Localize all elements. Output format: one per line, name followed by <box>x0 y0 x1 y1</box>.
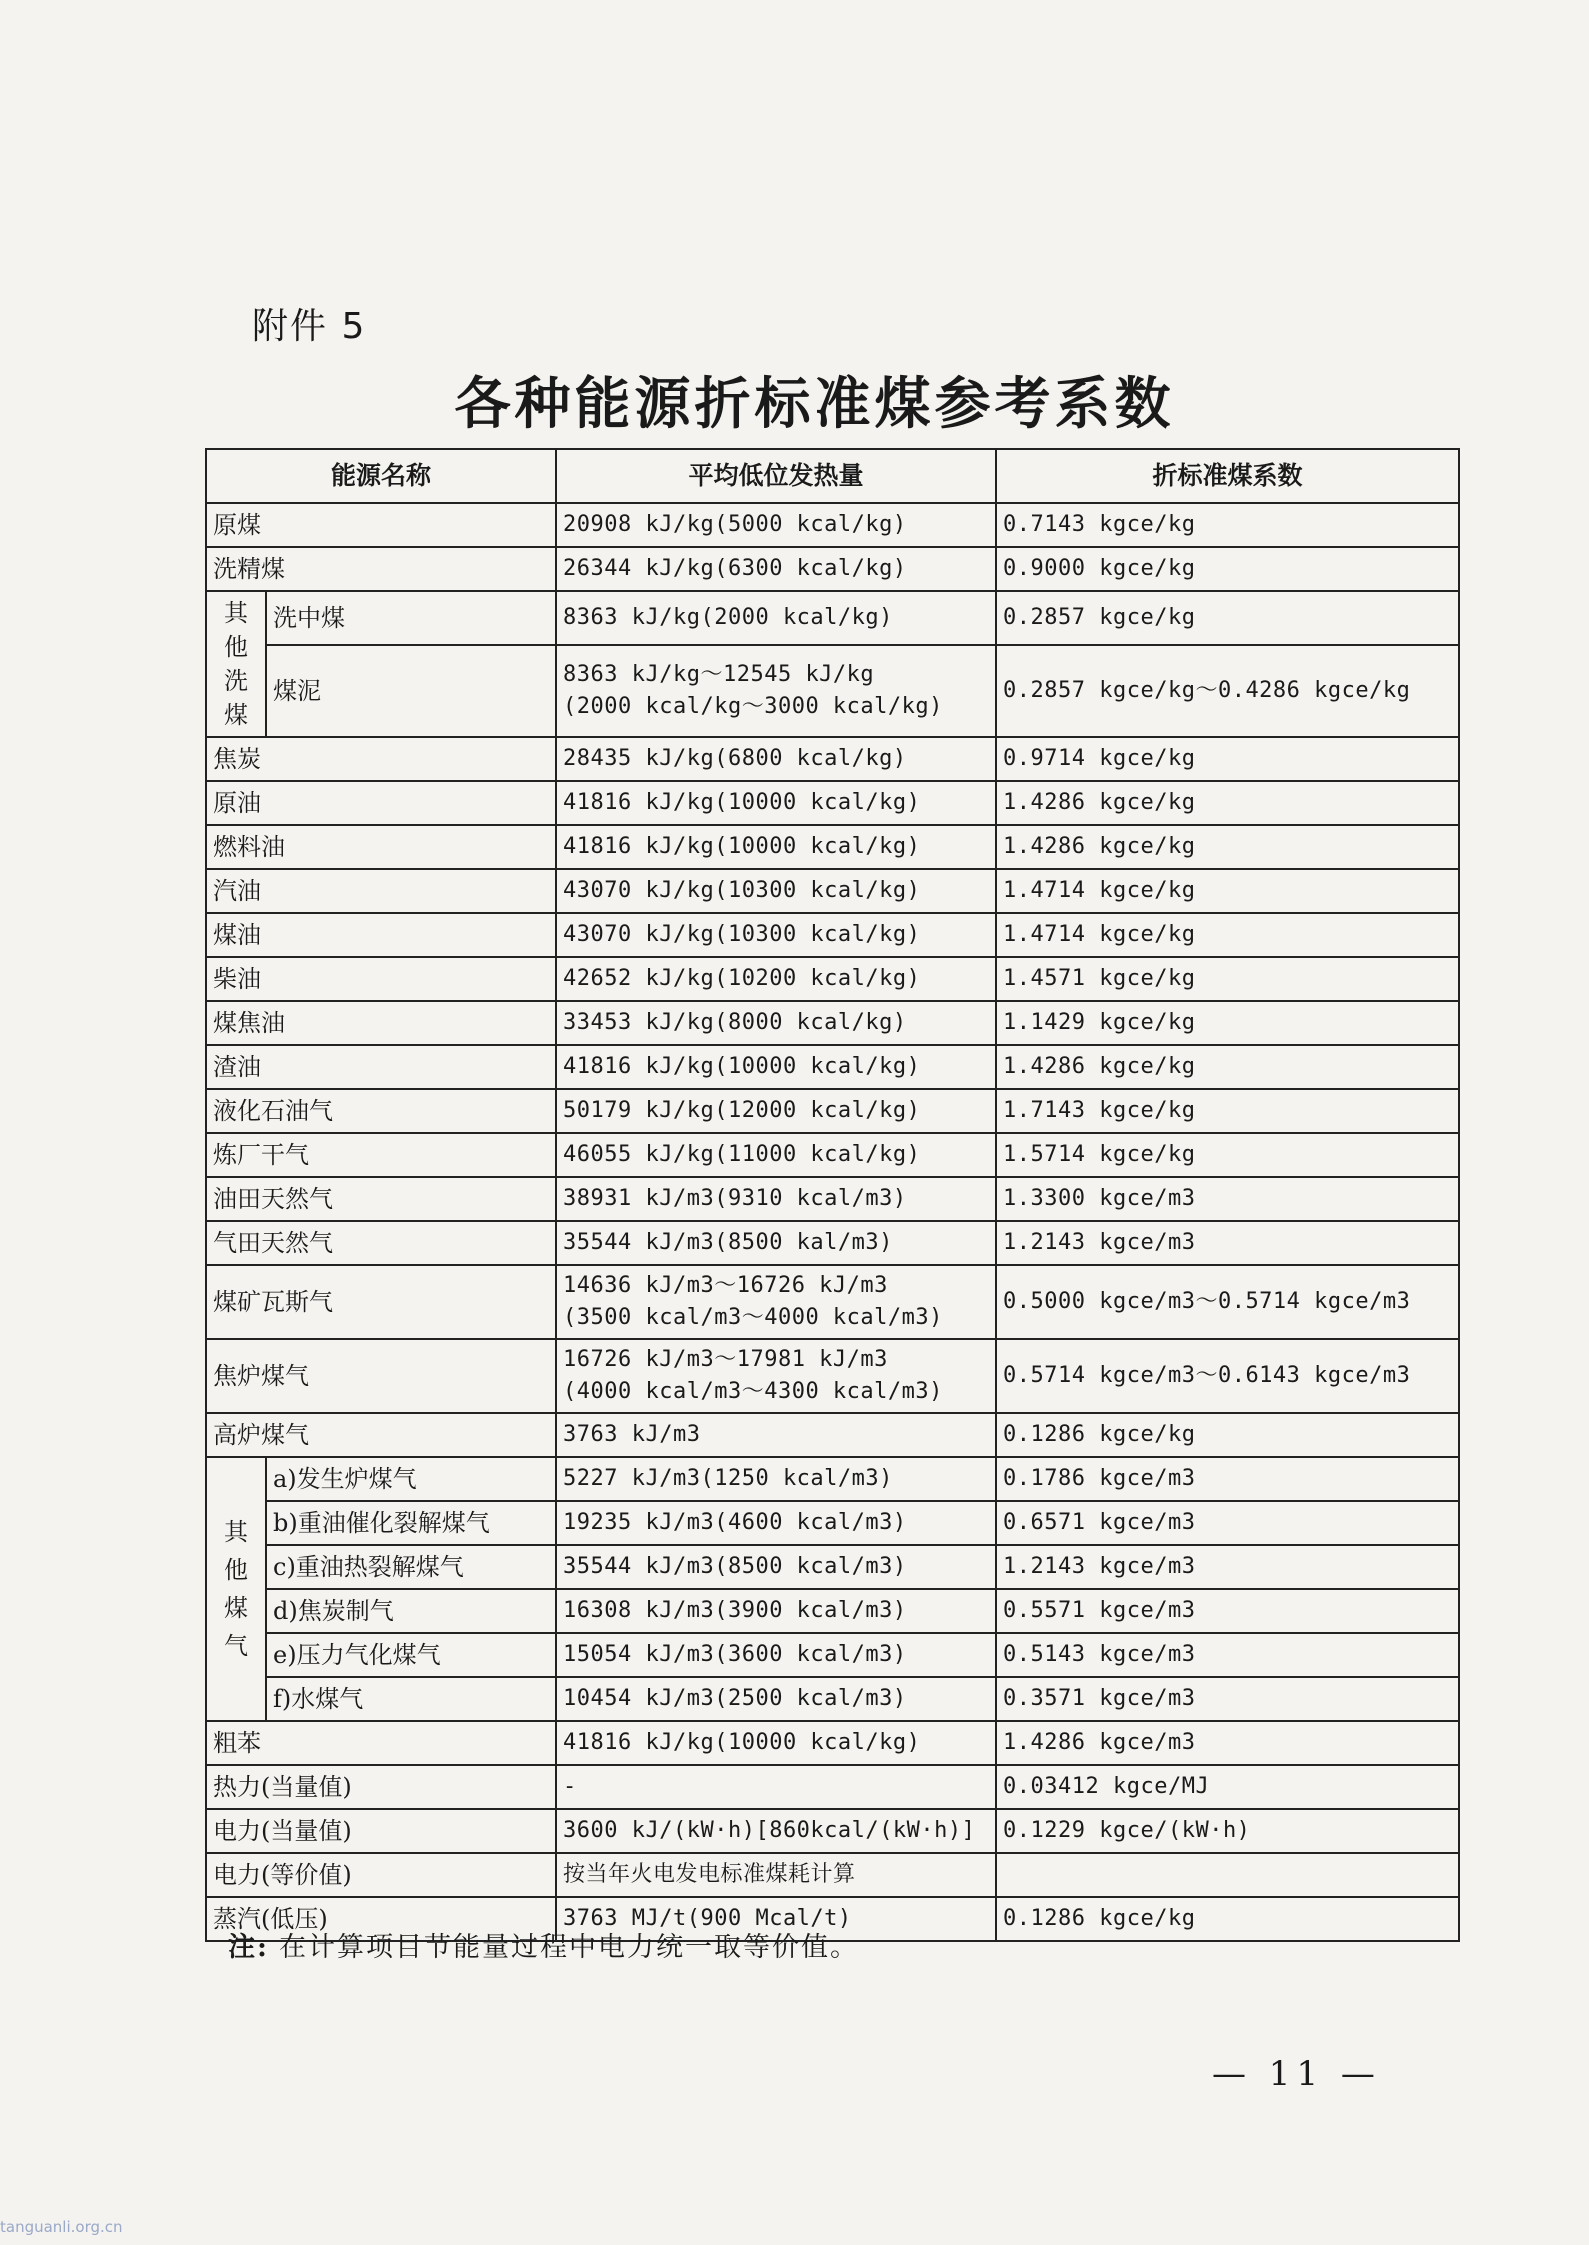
coefficient: 0.2857 kgce/kg <box>996 591 1459 645</box>
table-row <box>206 1265 1459 1339</box>
energy-name: 煤矿瓦斯气 <box>206 1265 556 1339</box>
energy-name: a)发生炉煤气 <box>266 1457 556 1501</box>
heat-value-line-1: 8363 kJ/kg～12545 kJ/kg <box>563 662 875 688</box>
table-row <box>206 1809 1459 1853</box>
table-row <box>206 1853 1459 1897</box>
heat-value: 41816 kJ/kg(10000 kcal/kg) <box>556 781 996 825</box>
heat-value-line-1: 16726 kJ/m3～17981 kJ/m3 <box>563 1347 888 1372</box>
energy-name: 电力(当量值) <box>206 1809 556 1853</box>
coefficient: 0.6571 kgce/m3 <box>996 1501 1459 1545</box>
heat-value-line-2: (4000 kcal/m3～4300 kcal/m3) <box>563 1379 943 1404</box>
heat-value <box>556 1339 996 1413</box>
energy-name: 焦炉煤气 <box>206 1339 556 1413</box>
table-row <box>206 1413 1459 1457</box>
energy-name: 油田天然气 <box>206 1177 556 1221</box>
heat-value: 3763 MJ/t(900 Mcal/t) <box>556 1897 996 1941</box>
heat-value: 43070 kJ/kg(10300 kcal/kg) <box>556 869 996 913</box>
heat-value-line-2: (2000 kcal/kg～3000 kcal/kg) <box>563 694 943 720</box>
energy-name: 炼厂干气 <box>206 1133 556 1177</box>
heat-value: 按当年火电发电标准煤耗计算 <box>556 1853 996 1897</box>
heat-value: 10454 kJ/m3(2500 kcal/m3) <box>556 1677 996 1721</box>
coefficient: 1.4714 kgce/kg <box>996 869 1459 913</box>
energy-name: 洗中煤 <box>266 591 556 645</box>
coefficient: 0.1229 kgce/(kW·h) <box>996 1809 1459 1853</box>
group-other-washed-coal: 其他 洗煤 <box>206 591 266 737</box>
heat-value: 41816 kJ/kg(10000 kcal/kg) <box>556 825 996 869</box>
energy-name: 洗精煤 <box>206 547 556 591</box>
footnote-label: 注: <box>228 1932 269 1963</box>
table-row <box>206 1633 1459 1677</box>
heat-value: 3600 kJ/(kW·h)[860kcal/(kW·h)] <box>556 1809 996 1853</box>
heat-value: 35544 kJ/m3(8500 kcal/m3) <box>556 1545 996 1589</box>
heat-value: 42652 kJ/kg(10200 kcal/kg) <box>556 957 996 1001</box>
energy-name: b)重油催化裂解煤气 <box>266 1501 556 1545</box>
heat-value: 28435 kJ/kg(6800 kcal/kg) <box>556 737 996 781</box>
coefficient: 0.03412 kgce/MJ <box>996 1765 1459 1809</box>
table-row <box>206 825 1459 869</box>
coefficient: 0.1286 kgce/kg <box>996 1413 1459 1457</box>
coefficient: 1.3300 kgce/m3 <box>996 1177 1459 1221</box>
header-coefficient: 折标准煤系数 <box>996 449 1459 503</box>
page-title: 各种能源折标准煤参考系数 <box>454 371 1175 437</box>
group-other-gas: 其 他 煤 气 <box>206 1457 266 1721</box>
coefficient: 0.1286 kgce/kg <box>996 1897 1459 1941</box>
energy-name: d)焦炭制气 <box>266 1589 556 1633</box>
heat-value: 50179 kJ/kg(12000 kcal/kg) <box>556 1089 996 1133</box>
table-row <box>206 1677 1459 1721</box>
heat-value: 38931 kJ/m3(9310 kcal/m3) <box>556 1177 996 1221</box>
coefficient: 0.9000 kgce/kg <box>996 547 1459 591</box>
coefficient: 0.3571 kgce/m3 <box>996 1677 1459 1721</box>
table-row <box>206 1765 1459 1809</box>
heat-value: 15054 kJ/m3(3600 kcal/m3) <box>556 1633 996 1677</box>
heat-value: 3763 kJ/m3 <box>556 1413 996 1457</box>
energy-name: c)重油热裂解煤气 <box>266 1545 556 1589</box>
heat-value: 41816 kJ/kg(10000 kcal/kg) <box>556 1721 996 1765</box>
table-row <box>206 1001 1459 1045</box>
coefficient: 1.1429 kgce/kg <box>996 1001 1459 1045</box>
coefficient: 1.5714 kgce/kg <box>996 1133 1459 1177</box>
energy-name: 汽油 <box>206 869 556 913</box>
coefficient: 1.2143 kgce/m3 <box>996 1221 1459 1265</box>
heat-value: 16308 kJ/m3(3900 kcal/m3) <box>556 1589 996 1633</box>
energy-name: 燃料油 <box>206 825 556 869</box>
header-heat-value: 平均低位发热量 <box>556 449 996 503</box>
heat-value-line-2: (3500 kcal/m3～4000 kcal/m3) <box>563 1305 943 1330</box>
coefficient: 0.5714 kgce/m3～0.6143 kgce/m3 <box>996 1339 1459 1413</box>
coefficient: 1.4286 kgce/m3 <box>996 1721 1459 1765</box>
coefficient: 1.2143 kgce/m3 <box>996 1545 1459 1589</box>
coefficient: 0.5000 kgce/m3～0.5714 kgce/m3 <box>996 1265 1459 1339</box>
table-row <box>206 1221 1459 1265</box>
energy-name: 蒸汽(低压) <box>206 1897 556 1941</box>
energy-name: 气田天然气 <box>206 1221 556 1265</box>
energy-name: 电力(等价值) <box>206 1853 556 1897</box>
energy-name: 煤焦油 <box>206 1001 556 1045</box>
heat-value: - <box>556 1765 996 1809</box>
energy-name: 原煤 <box>206 503 556 547</box>
table-row <box>206 1177 1459 1221</box>
coefficient: 0.5143 kgce/m3 <box>996 1633 1459 1677</box>
energy-name: 煤油 <box>206 913 556 957</box>
table-row <box>206 1545 1459 1589</box>
page-number: — 11 — <box>1212 2054 1381 2094</box>
heat-value: 41816 kJ/kg(10000 kcal/kg) <box>556 1045 996 1089</box>
table-row <box>206 1501 1459 1545</box>
attachment-label: 附件 5 <box>252 306 367 347</box>
heat-value: 8363 kJ/kg(2000 kcal/kg) <box>556 591 996 645</box>
coefficient: 0.2857 kgce/kg～0.4286 kgce/kg <box>996 645 1459 737</box>
table-row <box>206 869 1459 913</box>
coefficient <box>996 1853 1459 1897</box>
table-row <box>206 1045 1459 1089</box>
energy-name: 柴油 <box>206 957 556 1001</box>
energy-name: 焦炭 <box>206 737 556 781</box>
watermark: tanguanli.org.cn <box>0 2218 123 2236</box>
heat-value-line-1: 14636 kJ/m3～16726 kJ/m3 <box>563 1273 888 1298</box>
table-row <box>206 547 1459 591</box>
table-row <box>206 1721 1459 1765</box>
table-row <box>206 591 1459 645</box>
heat-value <box>556 1265 996 1339</box>
table-row <box>206 1339 1459 1413</box>
heat-value: 46055 kJ/kg(11000 kcal/kg) <box>556 1133 996 1177</box>
energy-name: 原油 <box>206 781 556 825</box>
table-row <box>206 645 1459 737</box>
table-row <box>206 1133 1459 1177</box>
energy-name: 煤泥 <box>266 645 556 737</box>
energy-name: 液化石油气 <box>206 1089 556 1133</box>
heat-value: 43070 kJ/kg(10300 kcal/kg) <box>556 913 996 957</box>
heat-value <box>556 645 996 737</box>
table-row <box>206 957 1459 1001</box>
energy-name: 高炉煤气 <box>206 1413 556 1457</box>
heat-value: 33453 kJ/kg(8000 kcal/kg) <box>556 1001 996 1045</box>
coefficient: 1.4714 kgce/kg <box>996 913 1459 957</box>
coefficient: 1.4286 kgce/kg <box>996 781 1459 825</box>
coefficient-table <box>205 448 1460 1942</box>
table-row <box>206 1589 1459 1633</box>
coefficient: 1.4286 kgce/kg <box>996 1045 1459 1089</box>
coefficient: 1.4286 kgce/kg <box>996 825 1459 869</box>
table-row <box>206 913 1459 957</box>
coefficient: 1.4571 kgce/kg <box>996 957 1459 1001</box>
table-header-row <box>206 449 1459 503</box>
heat-value: 35544 kJ/m3(8500 kal/m3) <box>556 1221 996 1265</box>
table-row <box>206 503 1459 547</box>
coefficient: 0.1786 kgce/m3 <box>996 1457 1459 1501</box>
heat-value: 19235 kJ/m3(4600 kcal/m3) <box>556 1501 996 1545</box>
heat-value: 5227 kJ/m3(1250 kcal/m3) <box>556 1457 996 1501</box>
table-row <box>206 737 1459 781</box>
energy-name: 渣油 <box>206 1045 556 1089</box>
energy-name: 粗苯 <box>206 1721 556 1765</box>
header-energy-name: 能源名称 <box>206 449 556 503</box>
table-row <box>206 1457 1459 1501</box>
footnote <box>228 1925 859 1964</box>
coefficient: 0.5571 kgce/m3 <box>996 1589 1459 1633</box>
heat-value: 20908 kJ/kg(5000 kcal/kg) <box>556 503 996 547</box>
table-row <box>206 781 1459 825</box>
heat-value: 26344 kJ/kg(6300 kcal/kg) <box>556 547 996 591</box>
coefficient: 0.7143 kgce/kg <box>996 503 1459 547</box>
energy-name: e)压力气化煤气 <box>266 1633 556 1677</box>
table-row <box>206 1089 1459 1133</box>
energy-name: 热力(当量值) <box>206 1765 556 1809</box>
footnote-text: 在计算项目节能量过程中电力统一取等价值。 <box>278 1932 859 1963</box>
coefficient: 0.9714 kgce/kg <box>996 737 1459 781</box>
energy-name: f)水煤气 <box>266 1677 556 1721</box>
coefficient: 1.7143 kgce/kg <box>996 1089 1459 1133</box>
